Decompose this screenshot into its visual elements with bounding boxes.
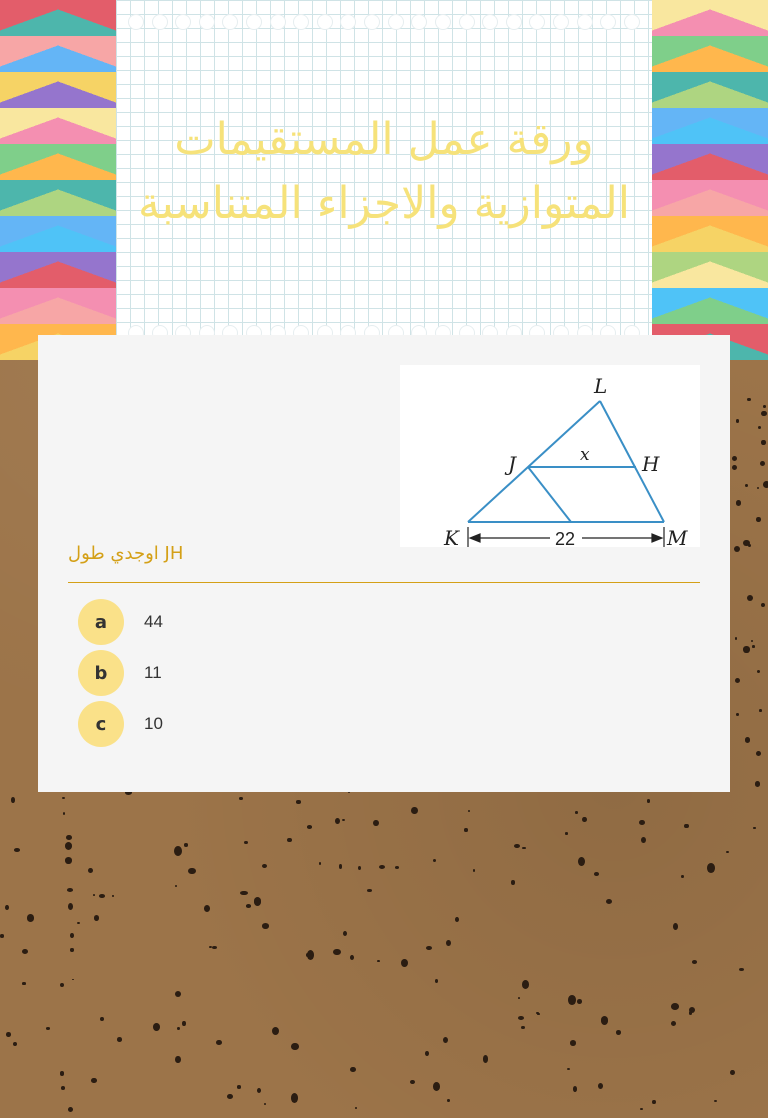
cardboard-speck	[63, 812, 65, 815]
cardboard-speck	[262, 864, 267, 868]
title-line-1: ورقة عمل المستقيمات	[174, 114, 594, 165]
cardboard-speck	[753, 827, 755, 830]
cardboard-speck	[5, 905, 9, 910]
cardboard-speck	[60, 1071, 65, 1076]
cardboard-speck	[254, 897, 262, 905]
punch-hole	[364, 14, 380, 30]
cardboard-speck	[760, 461, 765, 466]
cardboard-speck	[736, 419, 739, 422]
cardboard-speck	[757, 670, 760, 673]
cardboard-speck	[358, 866, 361, 870]
cardboard-speck	[377, 960, 379, 962]
cardboard-speck	[747, 398, 750, 401]
punch-hole	[152, 14, 168, 30]
cardboard-speck	[732, 456, 737, 461]
cardboard-speck	[91, 1078, 96, 1083]
cardboard-speck	[22, 982, 25, 985]
cardboard-speck	[246, 904, 251, 907]
chevron-stripe	[0, 288, 116, 328]
cardboard-speck	[745, 737, 751, 743]
cardboard-speck	[735, 678, 740, 683]
cardboard-speck	[745, 484, 748, 487]
cardboard-speck	[212, 946, 217, 949]
cardboard-speck	[319, 862, 322, 865]
cardboard-speck	[287, 838, 292, 843]
punch-hole	[270, 14, 286, 30]
cardboard-speck	[594, 872, 599, 876]
cardboard-speck	[761, 603, 765, 607]
label-l: L	[594, 374, 608, 398]
punch-hole	[222, 14, 238, 30]
cardboard-speck	[410, 1080, 415, 1084]
cardboard-speck	[175, 1056, 181, 1064]
punch-hole	[199, 14, 215, 30]
cardboard-speck	[11, 797, 15, 802]
cardboard-speck	[342, 819, 345, 821]
answer-option-c[interactable]	[78, 701, 163, 747]
label-m: M	[667, 526, 688, 547]
cardboard-speck	[335, 818, 340, 824]
cardboard-speck	[77, 922, 80, 924]
cardboard-speck	[264, 1103, 266, 1105]
cardboard-speck	[175, 885, 177, 887]
cardboard-speck	[70, 933, 74, 937]
cardboard-speck	[433, 1082, 440, 1091]
answer-text: 44	[144, 612, 163, 631]
cardboard-speck	[751, 640, 754, 643]
cardboard-speck	[732, 465, 737, 470]
header-banner	[0, 0, 768, 360]
punch-hole	[553, 14, 569, 30]
cardboard-speck	[464, 828, 467, 832]
cardboard-speck	[291, 1043, 298, 1050]
answer-letter-badge: b	[78, 650, 124, 696]
cardboard-speck	[117, 1037, 122, 1042]
cardboard-speck	[707, 863, 715, 873]
cardboard-speck	[514, 844, 520, 848]
cardboard-speck	[339, 864, 342, 868]
cardboard-speck	[350, 1067, 356, 1072]
title-line-2: المتوازية والاجزاء المتناسبة	[137, 178, 631, 229]
cardboard-speck	[70, 948, 74, 951]
cardboard-speck	[65, 857, 72, 863]
cardboard-speck	[153, 1023, 160, 1031]
cardboard-speck	[373, 820, 379, 826]
cardboard-speck	[395, 866, 399, 869]
answer-text: 10	[144, 714, 163, 733]
chevron-stripe	[652, 72, 768, 112]
cardboard-speck	[726, 851, 729, 854]
cardboard-speck	[216, 1040, 222, 1045]
cardboard-speck	[240, 891, 248, 896]
dim-arrow-right	[652, 534, 662, 542]
cardboard-speck	[94, 915, 99, 921]
cardboard-speck	[257, 1088, 262, 1094]
cardboard-speck	[577, 999, 583, 1004]
cardboard-speck	[518, 1016, 524, 1020]
cardboard-speck	[573, 1086, 577, 1092]
chevron-stripe	[0, 252, 116, 292]
cardboard-speck	[736, 713, 739, 716]
cardboard-speck	[100, 1017, 104, 1021]
label-base-length: 22	[555, 529, 576, 547]
cardboard-speck	[296, 800, 300, 803]
cardboard-speck	[759, 709, 762, 712]
punch-hole	[600, 14, 616, 30]
cardboard-speck	[578, 857, 585, 867]
punch-holes-top	[128, 14, 640, 30]
cardboard-speck	[65, 842, 72, 850]
cardboard-speck	[13, 1042, 18, 1047]
cardboard-speck	[567, 1068, 570, 1070]
cardboard-speck	[692, 960, 698, 964]
cardboard-speck	[343, 931, 348, 937]
answer-option-b[interactable]	[78, 650, 162, 696]
cardboard-speck	[379, 865, 385, 869]
cardboard-speck	[291, 1093, 298, 1103]
cardboard-speck	[68, 903, 73, 910]
chevron-stripe	[0, 0, 116, 40]
chevron-stripe	[0, 72, 116, 112]
cardboard-speck	[483, 1055, 488, 1062]
chevron-stripe	[652, 36, 768, 76]
cardboard-speck	[468, 810, 470, 812]
cardboard-speck	[757, 487, 759, 489]
cardboard-speck	[606, 899, 612, 904]
cardboard-speck	[262, 923, 269, 928]
answer-letter-badge: a	[78, 599, 124, 645]
answer-text: 11	[144, 663, 162, 682]
cardboard-speck	[112, 895, 114, 897]
cardboard-speck	[714, 1100, 717, 1102]
punch-hole	[293, 14, 309, 30]
answer-option-a[interactable]	[78, 599, 163, 645]
cardboard-speck	[536, 1012, 538, 1014]
cardboard-speck	[350, 955, 354, 960]
cardboard-speck	[673, 923, 678, 930]
cardboard-speck	[739, 968, 744, 971]
cardboard-speck	[730, 1070, 735, 1075]
punch-hole	[529, 14, 545, 30]
cardboard-speck	[62, 797, 65, 799]
punch-hole	[435, 14, 451, 30]
cardboard-speck	[184, 843, 188, 846]
answer-letter-badge: c	[78, 701, 124, 747]
question-card	[38, 335, 730, 792]
cardboard-speck	[684, 824, 689, 829]
cardboard-speck	[758, 426, 761, 429]
triangle-figure	[400, 365, 700, 547]
cardboard-speck	[647, 799, 650, 802]
cardboard-speck	[752, 645, 755, 648]
cardboard-speck	[446, 940, 451, 946]
triangle-diagram	[400, 365, 700, 547]
cardboard-speck	[735, 637, 737, 639]
cardboard-speck	[435, 979, 438, 983]
cardboard-speck	[188, 868, 195, 874]
cardboard-speck	[68, 1107, 74, 1112]
punch-hole	[411, 14, 427, 30]
cardboard-speck	[22, 949, 28, 954]
cardboard-speck	[518, 997, 520, 999]
chevron-stripe	[0, 36, 116, 76]
cardboard-speck	[761, 411, 766, 416]
cardboard-speck	[598, 1083, 603, 1089]
cardboard-speck	[307, 950, 314, 960]
cardboard-speck	[689, 1011, 693, 1014]
cardboard-speck	[272, 1027, 279, 1035]
question-divider	[68, 582, 700, 583]
cardboard-speck	[640, 1108, 643, 1110]
cardboard-speck	[204, 905, 210, 912]
cardboard-speck	[639, 820, 645, 825]
punch-hole	[624, 14, 640, 30]
cardboard-speck	[46, 1027, 50, 1029]
cardboard-speck	[734, 546, 740, 552]
cardboard-speck	[88, 868, 93, 873]
cardboard-speck	[239, 797, 242, 800]
cardboard-speck	[748, 544, 751, 547]
cardboard-speck	[522, 980, 529, 988]
page-title	[80, 108, 688, 236]
cardboard-speck	[521, 1026, 524, 1029]
cardboard-speck	[14, 848, 20, 852]
cardboard-speck	[763, 481, 768, 488]
label-x: x	[580, 445, 590, 465]
cardboard-speck	[174, 846, 182, 856]
label-h: H	[642, 452, 660, 476]
cardboard-speck	[0, 934, 4, 938]
punch-hole	[577, 14, 593, 30]
punch-hole	[388, 14, 404, 30]
cardboard-speck	[175, 991, 181, 997]
cardboard-speck	[426, 946, 432, 950]
cardboard-speck	[425, 1051, 429, 1056]
cardboard-speck	[27, 914, 35, 922]
cardboard-speck	[511, 880, 516, 885]
chevron-stripe	[652, 252, 768, 292]
cardboard-speck	[99, 894, 105, 898]
cardboard-speck	[72, 979, 74, 981]
cardboard-speck	[761, 440, 765, 444]
cardboard-speck	[582, 817, 587, 822]
punch-hole	[246, 14, 262, 30]
cardboard-speck	[763, 405, 766, 408]
cardboard-speck	[433, 859, 436, 863]
cardboard-speck	[367, 889, 372, 892]
cardboard-speck	[6, 1032, 11, 1037]
cardboard-speck	[67, 888, 73, 892]
cardboard-speck	[756, 751, 761, 756]
cardboard-speck	[411, 807, 418, 815]
cardboard-speck	[66, 835, 72, 840]
cardboard-speck	[671, 1003, 679, 1009]
cardboard-speck	[616, 1030, 621, 1034]
cardboard-speck	[565, 832, 569, 835]
cardboard-speck	[455, 917, 459, 922]
label-j: J	[508, 452, 517, 476]
question-text: اوجدي طول JH	[68, 543, 184, 564]
cardboard-speck	[60, 983, 64, 987]
punch-hole	[128, 14, 144, 30]
punch-hole	[175, 14, 191, 30]
cardboard-speck	[307, 825, 313, 829]
punch-hole	[459, 14, 475, 30]
cardboard-speck	[681, 875, 684, 878]
cardboard-speck	[61, 1086, 65, 1090]
cardboard-speck	[756, 517, 761, 522]
cardboard-speck	[443, 1037, 448, 1043]
cardboard-speck	[227, 1094, 233, 1099]
cardboard-speck	[671, 1021, 676, 1026]
cardboard-speck	[568, 995, 576, 1005]
cardboard-speck	[575, 811, 578, 814]
cardboard-speck	[473, 869, 475, 872]
punch-hole	[340, 14, 356, 30]
cardboard-speck	[570, 1040, 576, 1045]
cardboard-speck	[355, 1107, 357, 1109]
chevron-stripe	[652, 288, 768, 328]
cardboard-speck	[755, 781, 761, 787]
chevron-stripe	[652, 0, 768, 40]
cardboard-speck	[743, 646, 749, 652]
label-k: K	[444, 526, 459, 547]
punch-hole	[482, 14, 498, 30]
cardboard-speck	[401, 959, 408, 967]
cardboard-speck	[447, 1099, 450, 1102]
segment-j-base	[528, 467, 571, 522]
cardboard-speck	[736, 500, 741, 505]
dim-arrow-left	[470, 534, 480, 542]
cardboard-speck	[652, 1100, 656, 1104]
cardboard-speck	[522, 847, 526, 850]
cardboard-speck	[601, 1016, 609, 1024]
cardboard-speck	[93, 894, 95, 896]
cardboard-speck	[333, 949, 341, 956]
punch-hole	[317, 14, 333, 30]
cardboard-speck	[641, 837, 646, 844]
punch-hole	[506, 14, 522, 30]
cardboard-speck	[177, 1027, 180, 1030]
cardboard-speck	[244, 841, 248, 844]
cardboard-speck	[747, 595, 753, 601]
cardboard-speck	[237, 1085, 241, 1088]
cardboard-speck	[182, 1021, 185, 1026]
